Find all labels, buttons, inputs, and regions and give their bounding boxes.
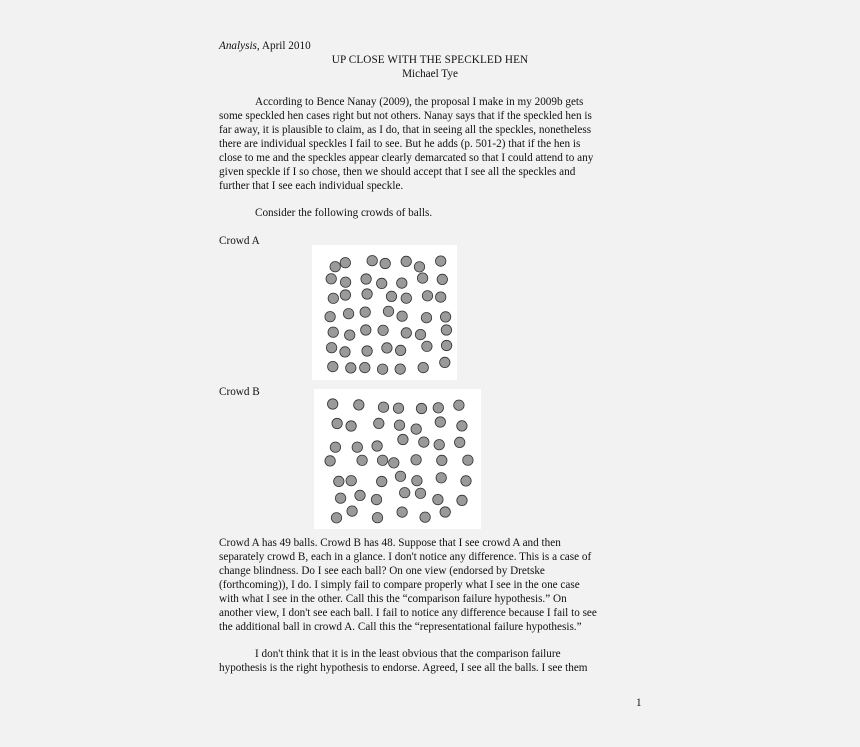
paper-author: Michael Tye [402, 68, 458, 80]
ball [420, 512, 430, 522]
para4-line: I don't think that it is in the least obvious that the comparison failure [255, 648, 561, 660]
ball [393, 403, 403, 413]
ball [422, 341, 432, 351]
ball [441, 340, 451, 350]
ball [416, 403, 426, 413]
para1-line: there are individual speckles I fail to see. But he adds (p. 501-2) that if the hen is [219, 138, 581, 150]
ball [352, 442, 362, 452]
ball [325, 312, 335, 322]
ball [383, 306, 393, 316]
crowd-a-balls [312, 245, 457, 380]
ball [328, 361, 338, 371]
para4-line: hypothesis is the right hypothesis to endorse. Agreed, I see all the balls. I see them [219, 662, 588, 674]
ball [434, 440, 444, 450]
ball [361, 274, 371, 284]
para1-line: some speckled hen cases right but not others. Nanay says that if the speckled hen is [219, 110, 592, 122]
crowd-b-label: Crowd B [219, 386, 260, 398]
ball [437, 274, 447, 284]
ball [415, 329, 425, 339]
ball [382, 343, 392, 353]
para3-line: separately crowd B, each in a glance. I don't notice any difference. This is a case of [219, 551, 592, 563]
ball [401, 256, 411, 266]
ball [326, 274, 336, 284]
ball [401, 328, 411, 338]
ball [418, 362, 428, 372]
crowd-b-balls [314, 389, 481, 529]
ball [357, 455, 367, 465]
ball [340, 290, 350, 300]
ball [395, 364, 405, 374]
ball [354, 400, 364, 410]
ball [332, 418, 342, 428]
ball [389, 458, 399, 468]
ball [415, 488, 425, 498]
para3-line: with what I see in the other. Call this the “comparison failure hypothesis.” On [219, 593, 567, 605]
crowd-a-figure [312, 245, 457, 380]
para1-line: According to Bence Nanay (2009), the proposal I make in my 2009b gets [255, 96, 584, 108]
ball [347, 506, 357, 516]
page-number: 1 [636, 697, 642, 709]
ball [371, 494, 381, 504]
ball [326, 343, 336, 353]
para3-line: another view, I don't see each ball. I fail to notice any difference because I fail to see [219, 607, 597, 619]
ball [397, 311, 407, 321]
ball [340, 277, 350, 287]
ball [377, 455, 387, 465]
ball [441, 325, 451, 335]
ball [394, 420, 404, 430]
ball [346, 421, 356, 431]
ball [397, 507, 407, 517]
para3-line: the additional ball in crowd A. Call this the “representational failure hypothesis.” [219, 621, 582, 633]
ball [343, 309, 353, 319]
ball [361, 325, 371, 335]
ball [334, 476, 344, 486]
ball [355, 490, 365, 500]
ball [345, 330, 355, 340]
journal-name: Analysis [219, 40, 257, 52]
ball [463, 455, 473, 465]
ball [340, 347, 350, 357]
ball [367, 256, 377, 266]
ball [378, 325, 388, 335]
ball [395, 471, 405, 481]
ball [417, 273, 427, 283]
para1-line: further that I see each individual speckle. [219, 180, 404, 192]
ball [454, 400, 464, 410]
ball [400, 488, 410, 498]
ball [330, 262, 340, 272]
ball [346, 363, 356, 373]
ball [414, 262, 424, 272]
ball [455, 437, 465, 447]
para1-line: far away, it is plausible to claim, as I do, that in seeing all the speckles, nonetheless [219, 124, 592, 136]
ball [433, 403, 443, 413]
ball [377, 476, 387, 486]
ball [330, 442, 340, 452]
ball [411, 424, 421, 434]
ball [362, 346, 372, 356]
ball [346, 476, 356, 486]
para2-line: Consider the following crowds of balls. [255, 207, 433, 219]
ball [436, 256, 446, 266]
ball [386, 291, 396, 301]
ball [377, 278, 387, 288]
ball [328, 293, 338, 303]
journal-header [219, 40, 311, 52]
paper-title: UP CLOSE WITH THE SPECKLED HEN [331, 54, 529, 66]
para3-line: change blindness. Do I see each ball? On one view (endorsed by Dretske [219, 565, 545, 577]
ball [378, 402, 388, 412]
ball [398, 434, 408, 444]
ball [411, 455, 421, 465]
ball [440, 312, 450, 322]
para3-line: Crowd A has 49 balls. Crowd B has 48. Suppose that I see crowd A and then [219, 537, 561, 549]
ball [325, 456, 335, 466]
ball [360, 307, 370, 317]
ball [436, 292, 446, 302]
ball [436, 473, 446, 483]
ball [397, 278, 407, 288]
ball [422, 291, 432, 301]
ball [372, 513, 382, 523]
para3-line: (forthcoming)), I do. I simply fail to compare properly what I see in the one case [219, 579, 580, 591]
ball [440, 507, 450, 517]
ball [362, 289, 372, 299]
journal-date: , April 2010 [256, 40, 311, 52]
ball [421, 313, 431, 323]
ball [360, 362, 370, 372]
ball [395, 345, 405, 355]
ball [437, 455, 447, 465]
para1-line: given speckle if I so chose, then we should accept that I see all the speckles and [219, 166, 576, 178]
ball [412, 476, 422, 486]
para1-line: close to me and the speckles appear clearly demarcated so that I could attend to any [219, 152, 594, 164]
ball [340, 258, 350, 268]
ball [457, 421, 467, 431]
crowd-a-label: Crowd A [219, 235, 260, 247]
ball [419, 437, 429, 447]
ball [440, 357, 450, 367]
ball [374, 418, 384, 428]
ball [372, 441, 382, 451]
ball [461, 476, 471, 486]
ball [335, 493, 345, 503]
ball [435, 417, 445, 427]
crowd-b-figure [314, 389, 481, 529]
ball [328, 327, 338, 337]
ball [377, 364, 387, 374]
ball [380, 258, 390, 268]
ball [433, 494, 443, 504]
ball [401, 293, 411, 303]
ball [457, 495, 467, 505]
ball [328, 399, 338, 409]
ball [331, 513, 341, 523]
